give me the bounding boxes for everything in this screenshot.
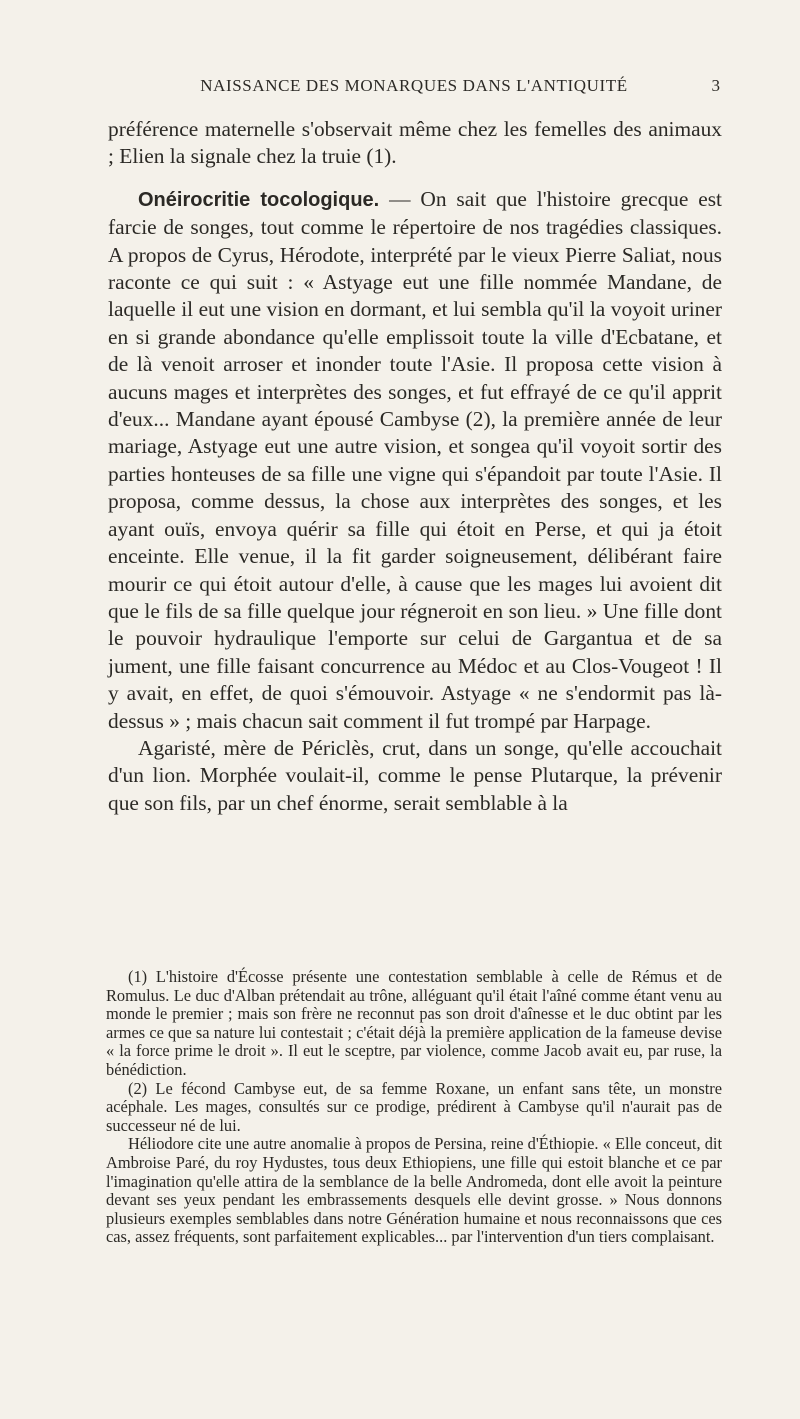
paragraph-agariste: Agaristé, mère de Périclès, crut, dans un songe, qu'elle accouchait d'un lion. Morphée voulait-il, comme le pense Plutarque, la prévenir que son fils, par un chef énorme, serait semblable à la (108, 735, 722, 815)
section-text: — On sait que l'histoire grecque est farcie de songes, tout comme le répertoire de nos tragédies classiques. A propos de Cyrus, Hérodote, interprété par le vieux Pierre Saliat, nous raconte ce qui suit : « Astyage eut une fille nommée Mandane, de laquelle il eut une vision en dormant, et lui sembla qu'il la voyoit uriner en si grande abondance qu'elle emplissoit toute la ville d'Ecbatane, et de là venoit arroser et inonder toute l'Asie. Il proposa cette vision à aucuns mages et interprètes des songes, et fut effrayé de ce qu'il apprit d'eux... Mandane ayant épousé Cambyse (2), la première année de leur mariage, Astyage eut une autre vision, et songea qu'il voyoit sortir des parties honteuses de sa fille une vigne qui s'épandoit par toute l'Asie. Il proposa, comme dessus, la chose aux interprètes des songes, et les ayant ouïs, envoya quérir sa fille qui étoit en Perse, et qui ja étoit enceinte. Elle venue, il la fit garder soigneusement, délibérant faire mourir ce qui étoit autour d'elle, à cause que les mages lui avoient dit que le fils de sa fille quelque jour régneroit en son lieu. » Une fille dont le pouvoir hydraulique l'emporte sur celui de Gargantua et de sa jument, une fille faisant concurrence au Médoc et au Clos-Vougeot ! Il y avait, en effet, de quoi s'émouvoir. Astyage « ne s'endormit pas là-dessus » ; mais chacun sait comment il fut trompé par Harpage. (108, 186, 722, 733)
footnote-2-continued: Héliodore cite une autre anomalie à propos de Persina, reine d'Éthiopie. « Elle conceut, dit Ambroise Paré, du roy Hydustes, tous deux Ethiopiens, une fille qui estoit blanche et ce par l'imagination qu'elle attira de la semblance de la belle Andromeda, dont elle avoit la peinture devant ses yeux pendant les embrassements desquels elle devint grosse. » Nous donnons plusieurs exemples semblables dans notre Génération humaine et nous reconnaissons que ces cas, assez fréquents, sont parfaitement explicables... par l'intervention d'un tiers complaisant. (106, 1134, 722, 1247)
section-heading: Onéirocritie tocologique. (138, 188, 380, 211)
page-header (108, 76, 720, 100)
section-paragraph (108, 186, 722, 735)
footnote-1: (1) L'histoire d'Écosse présente une contestation semblable à celle de Rémus et de Romulus. Le duc d'Alban prétendait au trône, alléguant qu'il était l'aîné comme étant venu au monde le premier ; mais son frère ne reconnut pas son droit d'aînesse et le duc obtint par les armes ce que sa nature lui contestait ; c'était déjà la première application de la fameuse devise « la force prime le droit ». Il eut le sceptre, par violence, comme Jacob avait eu, par ruse, la bénédiction. (106, 967, 722, 1079)
footnotes (106, 968, 722, 1247)
page-number: 3 (711, 76, 720, 95)
running-head: NAISSANCE DES MONARQUES DANS L'ANTIQUITÉ (200, 76, 628, 95)
footnote-2: (2) Le fécond Cambyse eut, de sa femme Roxane, un enfant sans tête, un monstre acéphale. Les mages, consultés sur ce prodige, prédirent à Cambyse qu'il n'aurait pas de successeur né de lui. (106, 1078, 722, 1135)
main-text (108, 116, 722, 817)
continuation-paragraph: préférence maternelle s'observait même chez les femelles des animaux ; Elien la signale chez la truie (1). (108, 117, 722, 169)
